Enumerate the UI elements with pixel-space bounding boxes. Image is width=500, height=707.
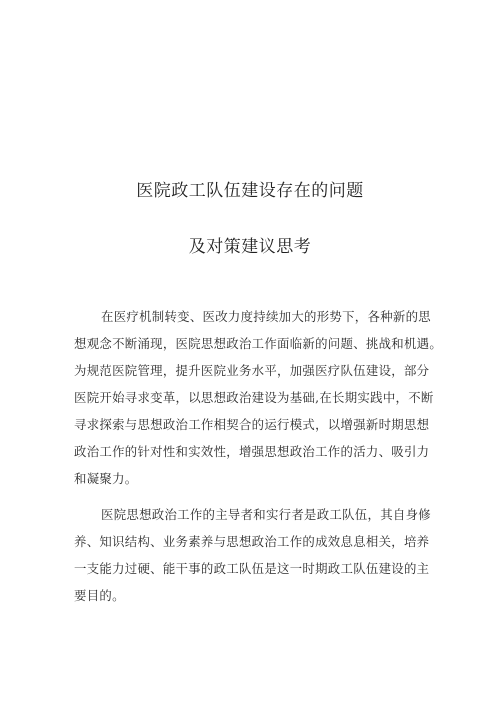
paragraph-1-line: 政治工作的针对性和实效性，增强思想政治工作的活力、吸引力 (74, 444, 430, 459)
paragraph-2-line: 要目的。 (74, 588, 125, 603)
paragraph-1-line: 在医疗机制转变、医改力度持续加大的形势下，各种新的思 (101, 309, 431, 324)
paragraph-2-line: 一支能力过硬、能干事的政工队伍是这一时期政工队伍建设的主 (74, 561, 430, 576)
paragraph-1-line: 寻求探索与思想政治工作相契合的运行模式，以增强新时期思想 (74, 417, 430, 432)
paragraph-1-line: 为规范医院管理，提升医院业务水平，加强医疗队伍建设，部分 (74, 363, 430, 378)
paragraph-1-line: 想观念不断涌现，医院思想政治工作面临新的问题、挑战和机遇。 (74, 336, 443, 351)
paragraph-1-line: 医院开始寻求变革，以思想政治建设为基础,在长期实践中，不断 (74, 390, 434, 405)
paragraph-2-line: 医院思想政治工作的主导者和实行者是政工队伍，其自身修 (101, 507, 431, 522)
paragraph-1-line: 和凝聚力。 (74, 471, 138, 486)
paragraph-2-line: 养、知识结构、业务素养与思想政治工作的成效息息相关，培养 (74, 534, 430, 549)
title-line-2: 及对策建议思考 (188, 237, 312, 257)
title-line-1: 医院政工队伍建设存在的问题 (136, 181, 364, 201)
